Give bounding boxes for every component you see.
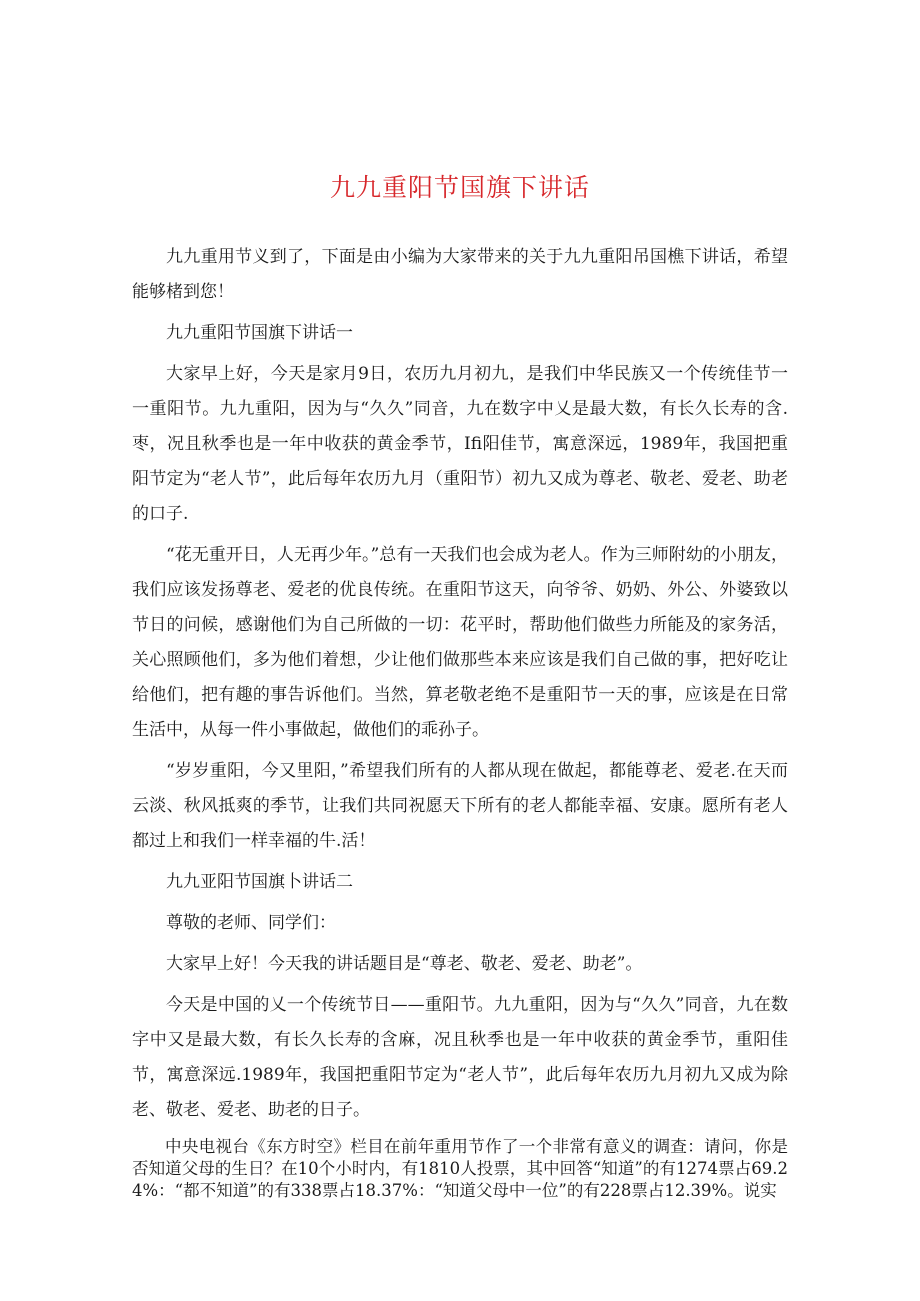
section-heading-1: 九九重阳节国旗下讲话一 bbox=[166, 323, 353, 343]
document-title: 九九重阳节国旗下讲话 bbox=[329, 173, 590, 202]
document-body bbox=[132, 240, 788, 1208]
intro-paragraph: 九九重用节义到了，下面是由小编为大家带来的关于九九重阳吊国樵下讲话，希望能够楮到您！ bbox=[132, 247, 788, 302]
body-paragraph: 今天是中国的乂一个传统节日——重阳节。九九重阳，因为与“久久”同音，九在数字中又是最大数，有长久长寿的含麻，况且秋季也是一年中收获的黄金季节，重阳佳节，寓意深远.1989年，我国把重阳节定为“老人节”，此后每年农历九月初九又成为除老、敬老、爱老、助老的日子。 bbox=[132, 995, 788, 1120]
body-paragraph: 大家早上好！今天我的讲话题目是“尊老、敬老、爱老、助老”。 bbox=[166, 954, 643, 974]
body-paragraph: 中央电视台《东方时空》栏目在前年重用节作了一个非常有意义的调查：请问，你是否知道父母的生日？在10个小时内，有1810人投票，其中回答“知道”的有1274票占69.24%：“都不知道”的有338票占18.37%：“知道父母中一位”的有228票占12.39%。说实 bbox=[132, 1137, 788, 1200]
body-paragraph: “花无重开日，人无再少年。”总有一天我们也会成为老人。作为三师附幼的小朋友，我们应该发扬尊老、爱老的优良传统。在重阳节这天，向爷爷、奶奶、外公、外婆致以节日的问候，感谢他们为自己所做的一切：花平时，帮助他们做些力所能及的家务活，关心照顾他们，多为他们着想，少让他们做那些本来应该是我们自己做的事，把好吃让给他们，把有趣的事告诉他们。当然，算老敬老绝不是重阳节一天的事，应该是在日常生活中，从每一件小事做起，做他们的乖孙子。 bbox=[132, 545, 788, 740]
salutation: 尊敬的老师、同学们： bbox=[166, 913, 336, 933]
body-paragraph: 大家早上好，今天是家月9日，农历九月初九，是我们中华民族又一个传统佳节一一重阳节。九九重阳，因为与“久久”同音，九在数字中乂是最大数，有长久长寿的含.枣，况且秋季也是一年中收获的黄金季节，Ifi阳佳节，寓意深远，1989年，我国把重阳节定为“老人节”，此后每年农历九月（重阳节）初九又成为尊老、敬老、爱老、助老的口子. bbox=[132, 364, 788, 524]
body-paragraph: “岁岁重阳，今又里阳，”希望我们所有的人都从现在做起，都能尊老、爱老.在天而云淡、秋风抵爽的季节，让我们共同祝愿天下所有的老人都能幸福、安康。愿所有老人都过上和我们一样幸福的牛.活！ bbox=[132, 761, 788, 851]
section-heading-2: 九九亚阳节国旗卜讲话二 bbox=[166, 872, 353, 892]
